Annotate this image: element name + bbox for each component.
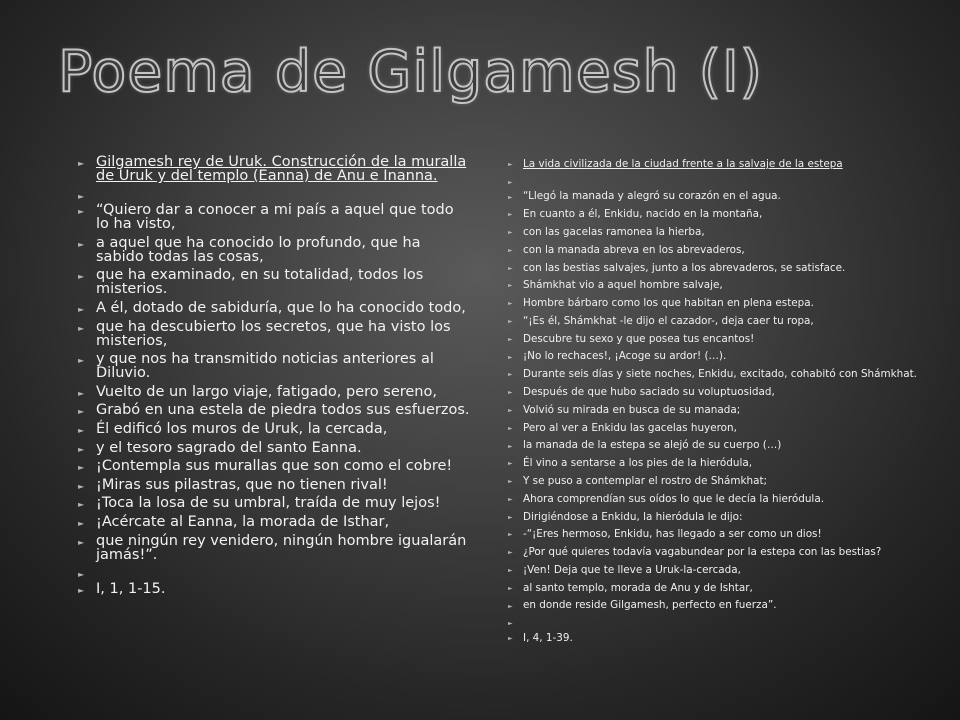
bullet-item bbox=[508, 508, 928, 526]
bullet-item bbox=[78, 154, 470, 187]
bullet-item bbox=[78, 319, 470, 352]
bullet-arrow-icon: ► bbox=[508, 478, 513, 486]
bullet-text: Volvió su mirada en busca de su manada; bbox=[523, 403, 741, 416]
bullet-text: “Quiero dar a conocer a mi país a aquel que todo lo ha visto, bbox=[96, 202, 454, 233]
bullet-arrow-icon: ► bbox=[78, 481, 85, 491]
bullet-text: con las bestias salvajes, junto a los abrevaderos, se satisface. bbox=[523, 261, 846, 274]
bullet-text: ¡Ven! Deja que te lleve a Uruk-la-cercada, bbox=[523, 563, 741, 576]
bullet-item bbox=[508, 525, 928, 543]
bullet-item bbox=[508, 173, 928, 188]
bullet-arrow-icon: ► bbox=[508, 602, 513, 610]
bullet-arrow-icon: ► bbox=[78, 585, 85, 595]
bullet-text: ¡Contempla sus murallas que son como el cobre! bbox=[96, 458, 453, 475]
bullet-text: y el tesoro sagrado del santo Eanna. bbox=[96, 439, 362, 456]
bullet-item bbox=[508, 490, 928, 508]
bullet-item bbox=[78, 421, 470, 440]
bullet-arrow-icon: ► bbox=[78, 407, 85, 417]
bullet-text: Gilgamesh rey de Uruk. Construcción de la muralla de Uruk y del templo (Eanna) de Anu e Inanna. bbox=[96, 154, 467, 184]
bullet-arrow-icon: ► bbox=[78, 500, 85, 510]
bullet-item bbox=[508, 472, 928, 490]
bullet-item bbox=[508, 365, 928, 383]
bullet-text: Descubre tu sexo y que posea tus encantos! bbox=[523, 332, 755, 345]
bullet-item bbox=[508, 543, 928, 561]
bullet-item bbox=[78, 384, 470, 403]
bullet-text: Durante seis días y siete noches, Enkidu, excitado, cohabitó con Shámkhat. bbox=[523, 368, 917, 381]
bullet-arrow-icon: ► bbox=[508, 264, 513, 272]
bullet-item bbox=[78, 187, 470, 203]
bullet-arrow-icon: ► bbox=[508, 211, 513, 219]
bullet-item bbox=[508, 437, 928, 455]
bullet-text: I, 1, 1-15. bbox=[96, 580, 166, 597]
bullet-item bbox=[508, 312, 928, 330]
bullet-item bbox=[508, 348, 928, 366]
bullet-item bbox=[508, 419, 928, 437]
bullet-arrow-icon: ► bbox=[508, 318, 513, 326]
bullet-text: al santo templo, morada de Anu y de Ishtar, bbox=[523, 581, 753, 594]
bullet-text: A él, dotado de sabiduría, que lo ha conocido todo, bbox=[96, 299, 466, 316]
bullet-item bbox=[508, 188, 928, 206]
bullet-arrow-icon: ► bbox=[508, 620, 513, 628]
bullet-item bbox=[508, 629, 928, 647]
bullet-text: “¡Es él, Shámkhat -le dijo el cazador-, deja caer tu ropa, bbox=[523, 314, 814, 327]
bullet-text: con las gacelas ramonea la hierba, bbox=[523, 226, 705, 239]
bullet-text: “Llegó la manada y alegró su corazón en el agua. bbox=[523, 190, 781, 203]
bullet-item bbox=[508, 597, 928, 615]
bullet-item bbox=[508, 223, 928, 241]
bullet-item bbox=[78, 514, 470, 533]
bullet-arrow-icon: ► bbox=[508, 282, 513, 290]
bullet-arrow-icon: ► bbox=[508, 549, 513, 557]
bullet-text: y que nos ha transmitido noticias anteriores al Diluvio. bbox=[96, 351, 434, 382]
bullet-arrow-icon: ► bbox=[78, 191, 85, 201]
bullet-text: Shámkhat vio a aquel hombre salvaje, bbox=[523, 279, 723, 292]
slide-title: Poema de Gilgamesh (I) bbox=[58, 39, 763, 105]
bullet-text: que ha descubierto los secretos, que ha visto los misterios, bbox=[96, 318, 451, 349]
bullet-item bbox=[78, 565, 470, 581]
bullet-item bbox=[508, 241, 928, 259]
bullet-arrow-icon: ► bbox=[78, 207, 85, 217]
bullet-item bbox=[78, 477, 470, 496]
bullet-item bbox=[78, 495, 470, 514]
bullet-arrow-icon: ► bbox=[508, 178, 513, 186]
bullet-item bbox=[78, 533, 470, 566]
bullet-text: con la manada abreva en los abrevaderos, bbox=[523, 243, 745, 256]
bullet-item bbox=[78, 267, 470, 300]
bullet-arrow-icon: ► bbox=[508, 635, 513, 643]
bullet-arrow-icon: ► bbox=[508, 424, 513, 432]
bullet-arrow-icon: ► bbox=[508, 193, 513, 201]
bullet-arrow-icon: ► bbox=[78, 444, 85, 454]
bullet-arrow-icon: ► bbox=[508, 246, 513, 254]
left-bullet-list bbox=[78, 154, 470, 599]
bullet-arrow-icon: ► bbox=[508, 460, 513, 468]
bullet-item bbox=[508, 614, 928, 629]
bullet-item bbox=[508, 454, 928, 472]
bullet-arrow-icon: ► bbox=[78, 159, 85, 168]
bullet-text: en donde reside Gilgamesh, perfecto en fuerza”. bbox=[523, 599, 777, 612]
bullet-text: ¡Acércate al Eanna, la morada de Isthar, bbox=[96, 513, 390, 530]
bullet-arrow-icon: ► bbox=[508, 531, 513, 539]
bullet-text: ¡No lo rechaces!, ¡Acoge su ardor! (…). bbox=[523, 350, 727, 363]
bullet-text: que ha examinado, en su totalidad, todos los misterios. bbox=[96, 267, 424, 298]
bullet-item bbox=[78, 300, 470, 319]
bullet-arrow-icon: ► bbox=[508, 513, 513, 521]
bullet-text: Él vino a sentarse a los pies de la hieródula, bbox=[523, 457, 752, 470]
bullet-arrow-icon: ► bbox=[78, 356, 85, 366]
bullet-text: ¡Miras sus pilastras, que no tienen rival! bbox=[96, 476, 388, 493]
bullet-item bbox=[78, 440, 470, 459]
bullet-arrow-icon: ► bbox=[78, 537, 85, 547]
bullet-text: la manada de la estepa se alejó de su cuerpo (…) bbox=[523, 439, 782, 452]
bullet-arrow-icon: ► bbox=[78, 425, 85, 435]
bullet-text: Dirigiéndose a Enkidu, la hieródula le dijo: bbox=[523, 510, 743, 523]
bullet-arrow-icon: ► bbox=[508, 161, 513, 168]
bullet-item bbox=[508, 330, 928, 348]
bullet-text: I, 4, 1-39. bbox=[523, 631, 573, 644]
bullet-arrow-icon: ► bbox=[78, 463, 85, 473]
bullet-item bbox=[78, 402, 470, 421]
bullet-text: Pero al ver a Enkidu las gacelas huyeron, bbox=[523, 421, 737, 434]
bullet-arrow-icon: ► bbox=[508, 353, 513, 361]
bullet-text: La vida civilizada de la ciudad frente a la salvaje de la estepa bbox=[523, 157, 843, 170]
bullet-arrow-icon: ► bbox=[78, 570, 85, 580]
bullet-text: Hombre bárbaro como los que habitan en plena estepa. bbox=[523, 297, 814, 310]
bullet-text: En cuanto a él, Enkidu, nacido en la montaña, bbox=[523, 208, 763, 221]
bullet-text: Él edificó los muros de Uruk, la cercada, bbox=[96, 420, 388, 437]
bullet-item bbox=[78, 581, 470, 600]
bullet-arrow-icon: ► bbox=[78, 304, 85, 314]
bullet-arrow-icon: ► bbox=[508, 389, 513, 397]
bullet-item bbox=[508, 205, 928, 223]
bullet-item bbox=[78, 235, 470, 268]
bullet-item bbox=[78, 458, 470, 477]
right-bullet-list bbox=[508, 155, 928, 647]
bullet-arrow-icon: ► bbox=[508, 300, 513, 308]
bullet-text: ¡Toca la losa de su umbral, traída de muy lejos! bbox=[96, 495, 441, 512]
bullet-item bbox=[508, 155, 928, 173]
bullet-text: que ningún rey venidero, ningún hombre igualarán jamás!”. bbox=[96, 532, 467, 563]
bullet-arrow-icon: ► bbox=[508, 335, 513, 343]
bullet-text: Grabó en una estela de piedra todos sus esfuerzos. bbox=[96, 402, 470, 419]
bullet-arrow-icon: ► bbox=[508, 442, 513, 450]
bullet-text: Después de que hubo saciado su voluptuosidad, bbox=[523, 386, 775, 399]
bullet-item bbox=[508, 579, 928, 597]
bullet-arrow-icon: ► bbox=[78, 388, 85, 398]
bullet-arrow-icon: ► bbox=[78, 239, 85, 249]
bullet-item bbox=[508, 383, 928, 401]
bullet-arrow-icon: ► bbox=[78, 272, 85, 282]
bullet-arrow-icon: ► bbox=[78, 518, 85, 528]
bullet-text: Y se puso a contemplar el rostro de Shámkhat; bbox=[523, 474, 768, 487]
bullet-text: Vuelto de un largo viaje, fatigado, pero sereno, bbox=[96, 383, 437, 400]
bullet-arrow-icon: ► bbox=[508, 229, 513, 237]
bullet-item bbox=[508, 276, 928, 294]
bullet-text: -“¡Eres hermoso, Enkidu, has llegado a ser como un dios! bbox=[523, 528, 822, 541]
bullet-arrow-icon: ► bbox=[508, 371, 513, 379]
bullet-arrow-icon: ► bbox=[508, 584, 513, 592]
bullet-item bbox=[508, 259, 928, 277]
bullet-arrow-icon: ► bbox=[508, 495, 513, 503]
bullet-text: a aquel que ha conocido lo profundo, que ha sabido todas las cosas, bbox=[96, 234, 421, 265]
bullet-item bbox=[508, 561, 928, 579]
bullet-item bbox=[78, 202, 470, 235]
bullet-arrow-icon: ► bbox=[508, 406, 513, 414]
bullet-text: ¿Por qué quieres todavía vagabundear por la estepa con las bestias? bbox=[523, 546, 882, 559]
bullet-text: Ahora comprendían sus oídos lo que le decía la hieródula. bbox=[523, 492, 824, 505]
bullet-arrow-icon: ► bbox=[78, 323, 85, 333]
bullet-arrow-icon: ► bbox=[508, 566, 513, 574]
bullet-item bbox=[508, 401, 928, 419]
bullet-item bbox=[78, 351, 470, 384]
bullet-item bbox=[508, 294, 928, 312]
